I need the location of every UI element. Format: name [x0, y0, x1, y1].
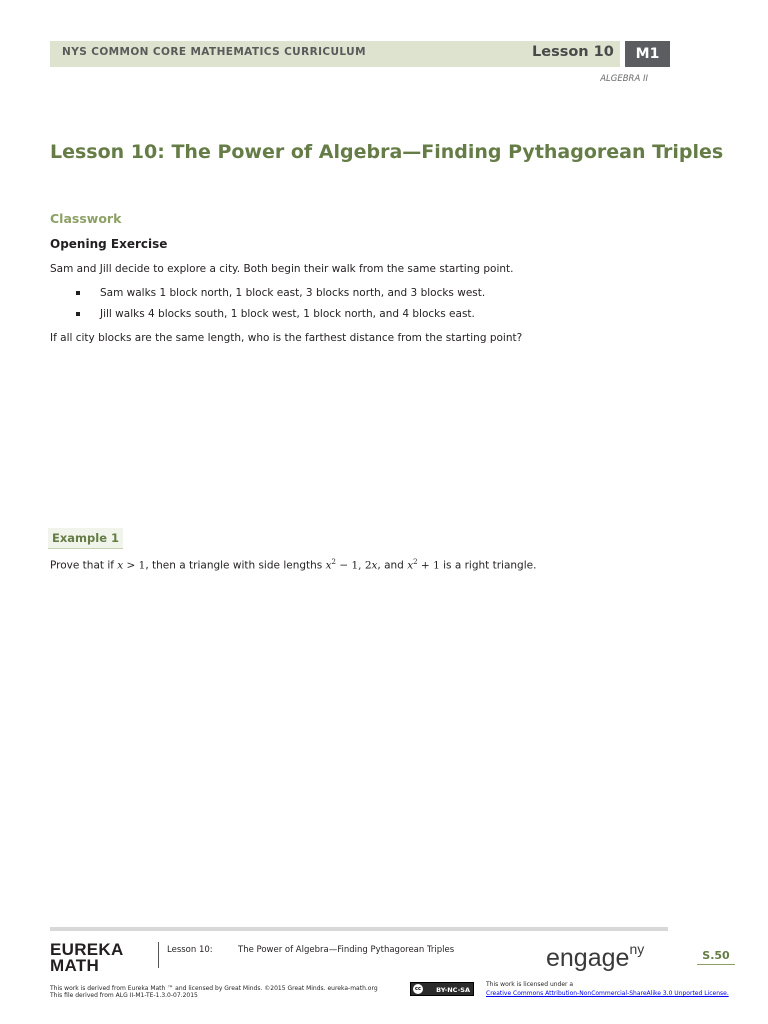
license-link[interactable]: Creative Commons Attribution-NonCommercial-ShareAlike 3.0 Unported License.: [486, 990, 729, 997]
curriculum-label: NYS COMMON CORE MATHEMATICS CURRICULUM: [62, 46, 366, 58]
example-1-prompt: [50, 558, 536, 572]
prompt-text-c: , and: [377, 559, 408, 572]
module-badge: M1: [625, 41, 670, 67]
engage-text: engage: [546, 944, 630, 972]
file-notice: This file derived from ALG II-M1-TE-1.3.0-07.2015: [50, 992, 198, 999]
prompt-text-a: Prove that if: [50, 559, 118, 572]
ny-text: ny: [629, 941, 645, 957]
prompt-text-d: is a right triangle.: [439, 559, 537, 572]
side2-variable: x: [371, 559, 378, 572]
logo-line-1: EUREKA: [50, 940, 124, 959]
logo-line-2: MATH: [50, 956, 100, 975]
side3-variable: x: [407, 559, 414, 572]
opening-exercise-heading: Opening Exercise: [50, 237, 168, 251]
eureka-math-logo: [50, 942, 124, 974]
course-label: ALGEBRA II: [600, 74, 648, 84]
derived-notice: This work is derived from Eureka Math ™ and licensed by Great Minds. ©2015 Great Minds. eureka-math.org: [50, 985, 378, 992]
footer-rule: [50, 927, 668, 931]
opening-question: If all city blocks are the same length, who is the farthest distance from the starting point?: [50, 332, 523, 344]
license-text: This work is licensed under a: [486, 981, 574, 988]
cond-rest: > 1: [123, 559, 146, 572]
page-title: Lesson 10: The Power of Algebra—Finding Pythagorean Triples: [50, 141, 724, 163]
side3-exponent: 2: [413, 558, 418, 566]
opening-intro: Sam and Jill decide to explore a city. Both begin their walk from the same starting point.: [50, 263, 514, 275]
page-number: S.50: [697, 949, 735, 965]
side3-rest: + 1: [417, 559, 440, 572]
footer-lesson-title: The Power of Algebra—Finding Pythagorean Triples: [238, 945, 455, 955]
cond-variable: x: [117, 559, 124, 572]
header-lesson: Lesson 10: [532, 44, 614, 60]
section-classwork: Classwork: [50, 211, 122, 226]
prompt-text-b: , then a triangle with side lengths: [145, 559, 326, 572]
engageny-logo: [546, 941, 644, 973]
cc-license-badge: BY-NC-SA: [410, 982, 474, 996]
bullet-icon: [76, 291, 80, 295]
bullet-sam: Sam walks 1 block north, 1 block east, 3 blocks north, and 3 blocks west.: [100, 287, 486, 299]
side1-exponent: 2: [331, 558, 336, 566]
footer-divider: [158, 942, 159, 968]
bullet-jill: Jill walks 4 blocks south, 1 block west, 1 block north, and 4 blocks east.: [100, 308, 475, 320]
example-1-heading: Example 1: [48, 528, 123, 549]
cc-icon: cc: [413, 984, 423, 994]
side1-variable: x: [325, 559, 332, 572]
footer-lesson-label: Lesson 10:: [167, 945, 213, 955]
side1-rest: − 1, 2: [335, 559, 372, 572]
bullet-icon: [76, 312, 80, 316]
